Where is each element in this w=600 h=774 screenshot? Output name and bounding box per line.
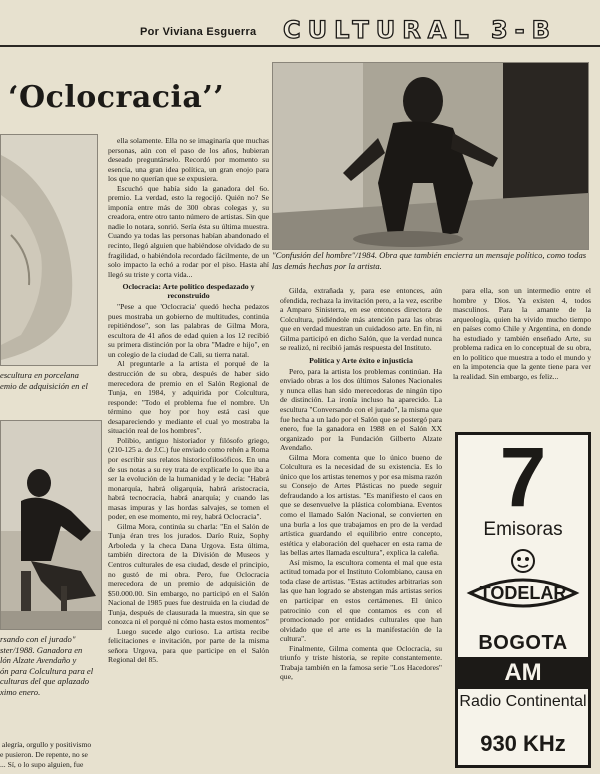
column-2 (280, 286, 442, 772)
ad-station: Radio Continental (459, 693, 587, 710)
section-title: CULTURAL 3-B (283, 16, 557, 44)
paragraph: Gilda, extrañada y, para ese entonces, aún ofendida, rechaza la invitación pero, a la vez, escribe a Amparo Sinisterra, en ese entonces directora de Colcultura, pidiéndole más atención para las obras que en verdad muestran un cuidadoso arte. En fin, ni Gilma participó en dicho Salón, que la verdad nunca se realizó, ni recibió jamás respuesta del Instituto. (280, 286, 442, 353)
todelar-logo (466, 547, 580, 621)
paragraph: Pero, para la artista los problemas continúan. Ha enviado obras a los dos últimos Salones Nacionales y nunca ellas han sido merecedoras de ningún tipo de distinción. La ironía incluso ha aparecido. La escultura "Conversando con el jurado", la misma que fue hecha a un lado por el Salón que se postergó para enero, fue la ganadora en 1988 en el Salón XX organizado por la Fundación Gilberto Alzate Avendaño. (280, 366, 442, 453)
paragraph: Luego sucede algo curioso. La artista recibe felicitaciones e invitación, por parte de la misma señora Urgova, para que participe en el Salón Regional del 85. (108, 626, 269, 665)
ad-city: BOGOTA (478, 632, 568, 654)
subheading: Oclocracia: Arte político despedazado y reconstruido (122, 282, 255, 301)
left-photo-bottom (0, 420, 102, 630)
ad-band: AM (458, 657, 588, 689)
article-title: ‘Oclocracia’’ (8, 80, 225, 115)
paragraph: "Pese a que 'Oclocracia' quedó hecha pedazos pues mostraba un gobierno de multitudes, continúa repitiéndose", son las palabras de Gilma Mora, escultora de 41 años de edad quien a los 12 recibió su primera distinción por la obra "Madre e hijo", en un colegio de la ciudad de Cali, su tierra natal. (108, 302, 269, 359)
header-rule (0, 45, 600, 47)
byline: Por Viviana Esguerra (140, 26, 257, 38)
todelar-brand: TODELAR (479, 583, 567, 603)
ad-frequency: 930 KHz (480, 731, 566, 756)
left-photo-top (0, 134, 98, 366)
column-3 (453, 286, 591, 422)
paragraph: Gilma Mora comenta que lo único bueno de Colcultura es la necesidad de su existencia. Es lo único que los artistas tenemos y por esa misma razón su Consejo de Artes Plásticas no puede seguir defraudando a los artistas. "Es manifiesto el caos en que se desenvuelve la plástica colombiana. Eventos como el llamado Salón Nacional, se convierten en una burla a los que trabajamos en pro de la verdad artística guardando el equilibrio entre concepto, estética y elaboración del quehacer en esta rama de las bellas artes llamada escultura", explica la caleña. (280, 452, 442, 558)
left-text-tail: alegría, orgullo y positivismo e pusieron. De repente, no se ... Sí, o lo supo alguien, fue (0, 740, 92, 769)
paragraph: Polibio, antiguo historiador y filósofo griego, (210-125 a. de J.C.) fue enviado como rehén a Roma por escribir sus relatos historicofilosóficos. En una de sus notas a su rey trata de explicarle lo que iba a ser la evolución de la humanidad y le decía: "Habrá monarquía, habrá oligarquía, habrá aristocracia, habrá tecnocracia, habrá anarquía; y cuando las masas impuras y las hordas salvajes, se tomen el poder, en ese momento, mi rey, habrá Oclocracia". (108, 435, 269, 522)
radio-advertisement (455, 432, 591, 768)
column-1 (108, 136, 269, 772)
paragraph: Escuchó que había sido la ganadora del 6o. premio. La verdad, esto la regocijó. Quién no? Se imponía entre más de 300 obras colegas y, su creadora, entre otro tanto número de artistas. Sin que nadie lo notara, sonrió. Sería ésta su última muestra. Cuando ya todas las personas habían abandonado el recinto, llegó alguien que habiéndose olvidado de su fragilidad, o habiéndola recordado fácilmente, de un solo impacto la echó a rodar por el piso. Hasta ahí llegó su triste y corta vida... (108, 183, 269, 279)
paragraph: Al preguntarle a la artista el porqué de la destrucción de su obra, después de haber sido merecedora de premio en el Salón Regional de Tunja, en 1984, y adquirida por Colcultura, responde: "Todo el problema fue el nombre. Un término que hoy por hoy está casi que desapareciendo y mediante el cual yo mostraba la situación real de los hombres". (108, 359, 269, 436)
subheading: Política y Arte éxito e injusticia (309, 355, 413, 365)
left-caption-top: escultura en porcelana emio de adquisición en el (0, 370, 88, 391)
left-caption-bottom: rsando con el jurado" ster/1988. Ganadora en lón Alzate Avendaño y ón para Colcultura para el culturas del que aplazado ximo enero. (0, 634, 94, 697)
paragraph: Gilma Mora, continúa su charla: "En el Salón de Tunja éran tres los jurados. Darío Ruiz, Sophy Arboleda y la checa Dana Urgova. Esta última, también directora de la División de Museos y Centros culturales de esa ciudad, desde el principio, no gustó de mi obra. Pero, fue Oclocracia merecedora de un premio de adquisición de $50.000.00. Sin embargo, no participó en el Salón Nacional de 1985 pues fue destruida en la ciudad de Tunja, después de clausurada la muestra, sin que se conozca ni el porqué ni cómo hasta estos momentos" (108, 521, 269, 627)
paragraph: Finalmente, Gilma comenta que Oclocracia, su triunfo y triste historia, se repite constantemente. Trabaja también en la famosa serie "Los Hacedores" que, (280, 643, 442, 682)
paragraph: para ella, son un intermedio entre el hombre y Dios. Ya existen 4, todos masculinos. Para la amante de la arqueología, quien ha vivido mucho tiempo en países como Chile y Argentina, en donde ha estudiado y también enseñado Arte, su problema radica en lo conceptual de su obra, en lo político que muestra a todo el mundo y en la impotencia que la gente tiene para ver la realidad. Sin embargo, es feliz... (453, 286, 591, 381)
ad-number: 7 (499, 430, 547, 524)
main-photo (272, 62, 589, 250)
paragraph: ella solamente. Ella no se imaginaría que muchas personas, aún con el paso de los años, hubieran deseado preguntárselo. Recordó por momento su esencia, una gran idea política, un gran enojo para los que no querían que se expusiera. (108, 136, 269, 184)
paragraph: Así mismo, la escultora comenta el mal que esta actitud tomada por el Instituto Colombiano, causa en toda clase de artistas. "Estas actitudes arbitrarias son las que han logrado se abstengan más artistas serios en participar en estos certámenes. El único patrocinio con el que contamos es con el promocionado por entidades culturales que han olvidado que el arte es la manifestación de la cultura". (280, 557, 442, 644)
ad-emisoras: Emisoras (483, 519, 563, 540)
main-photo-caption: "Confusión del hombre"/1984. Obra que también encierra un mensaje político, como todas las demás hechas por la artista. (272, 250, 587, 271)
